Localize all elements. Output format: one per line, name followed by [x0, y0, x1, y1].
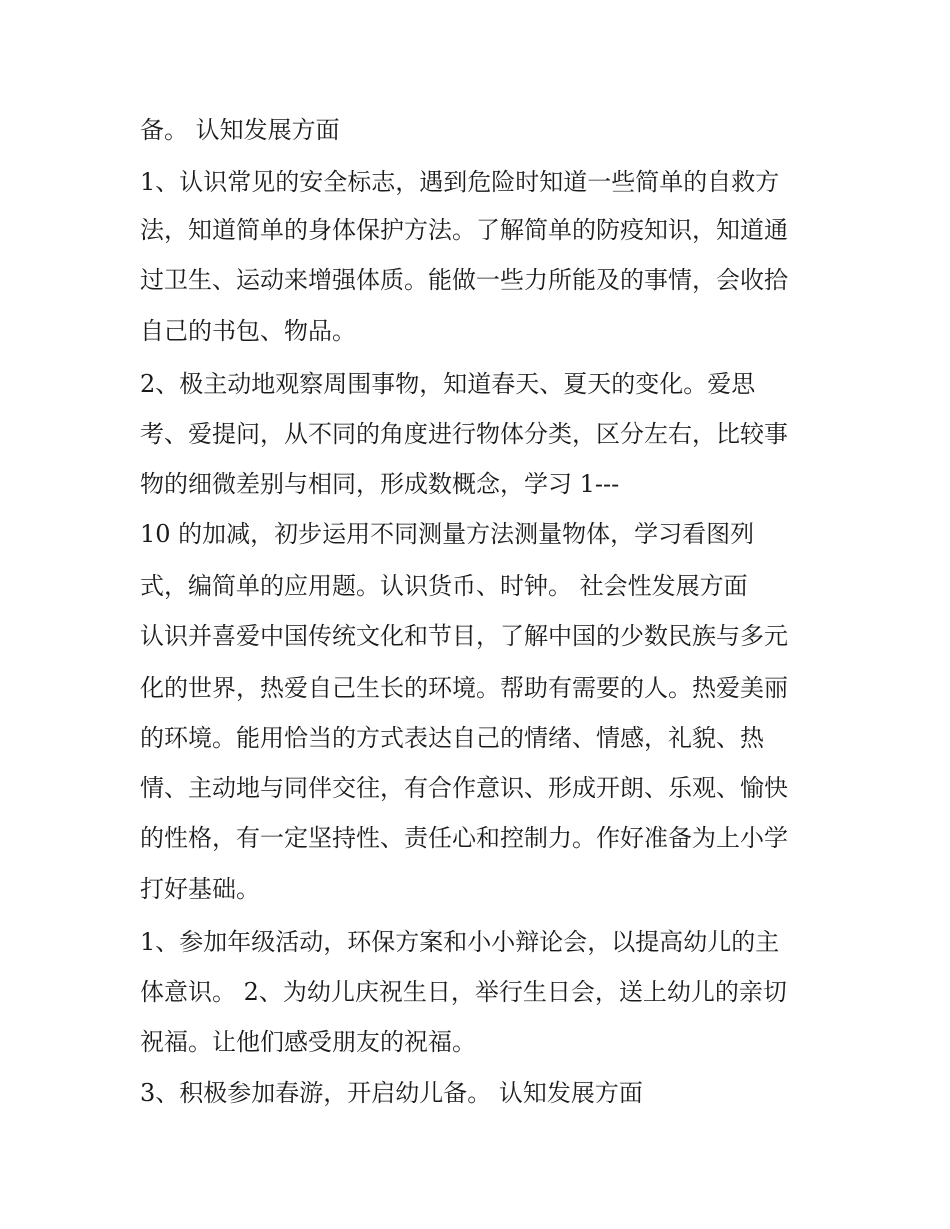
text-line: 体意识。 2、为幼儿庆祝生日，举行生日会，送上幼儿的亲切	[140, 978, 787, 1006]
text-line: 3、积极参加春游，开启幼儿备。 认知发展方面	[140, 1079, 643, 1107]
text-line: 物的细微差别与相同，形成数概念，学习 1---	[140, 470, 620, 498]
text-line: 考、爱提问，从不同的角度进行物体分类，区分左右，比较事	[140, 420, 788, 448]
text-line: 1、参加年级活动，环保方案和小小辩论会，以提高幼儿的主	[140, 928, 780, 956]
text-line: 法，知道简单的身体保护方法。了解简单的防疫知识，知道通	[140, 216, 788, 244]
text-line: 过卫生、运动来增强体质。能做一些力所能及的事情，会收拾	[140, 266, 788, 294]
text-line: 2、极主动地观察周围事物，知道春天、夏天的变化。爱思	[140, 370, 756, 398]
text-line: 的环境。能用恰当的方式表达自己的情绪、情感，礼貌、热	[140, 724, 764, 752]
text-line: 祝福。让他们感受朋友的祝福。	[140, 1028, 476, 1056]
text-line: 化的世界，热爱自己生长的环境。帮助有需要的人。热爱美丽	[140, 674, 788, 702]
text-line: 的性格，有一定坚持性、责任心和控制力。作好准备为上小学	[140, 824, 788, 852]
text-line: 情、主动地与同伴交往，有合作意识、形成开朗、乐观、愉快	[140, 774, 788, 802]
text-line: 认识并喜爱中国传统文化和节目，了解中国的少数民族与多元	[140, 622, 788, 650]
text-line: 1、认识常见的安全标志，遇到危险时知道一些简单的自救方	[140, 168, 780, 196]
text-line: 式，编简单的应用题。认识货币、时钟。 社会性发展方面	[140, 572, 748, 600]
text-line: 打好基础。	[140, 875, 260, 903]
text-line: 10 的加减，初步运用不同测量方法测量物体，学习看图列	[140, 520, 755, 548]
text-line: 自己的书包、物品。	[140, 317, 356, 345]
text-line: 备。 认知发展方面	[140, 116, 340, 144]
